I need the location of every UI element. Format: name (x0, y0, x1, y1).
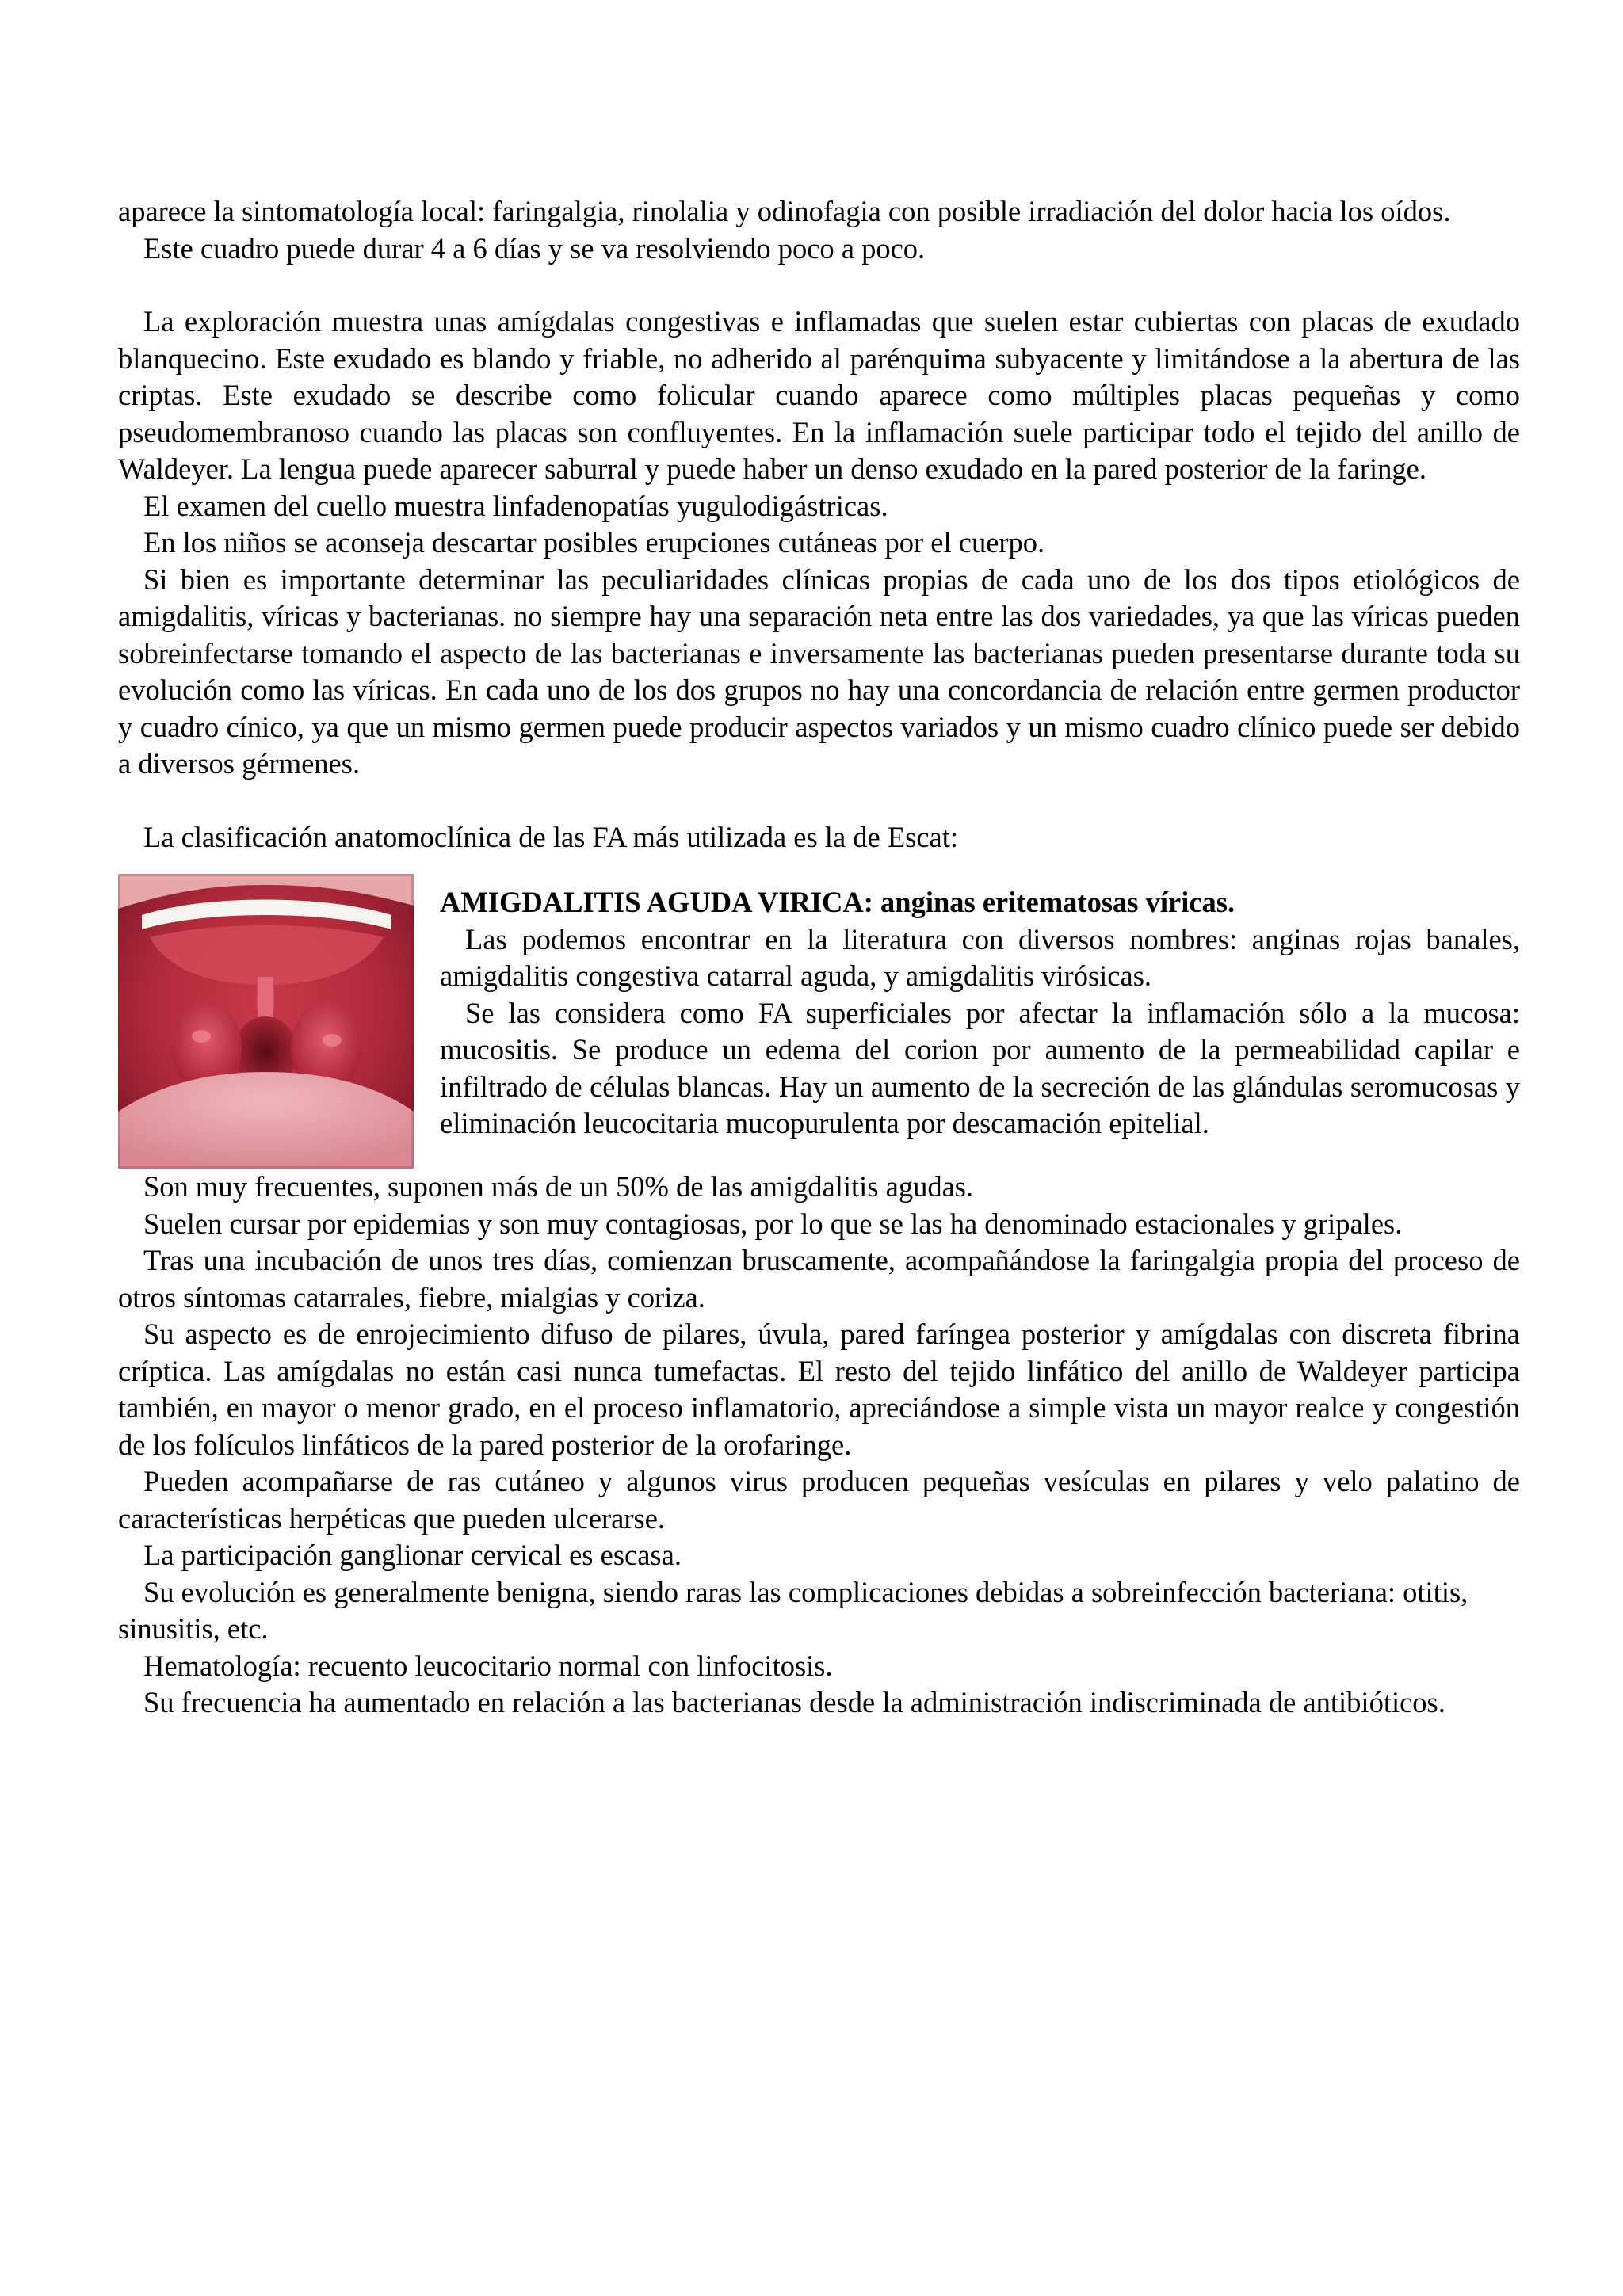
superficial-paragraph: Se las considera como FA superficiales por afectar la inflamación sólo a la mucosa: mucositis. Se produce un edema del corion por aumento de la permeabilidad capilar e infiltrado de células blancas. Hay un aumento de la secreción de las glándulas seromucosas y eliminación leucocitaria mucopurulenta por descamación epitelial. (440, 996, 1520, 1139)
paragraph-gap (118, 267, 1520, 303)
intro-paragraph: aparece la sintomatología local: faringalgia, rinolalia y odinofagia con posible irradiación del dolor hacia los oídos. (118, 195, 1451, 227)
viral-tonsillitis-text (440, 873, 1520, 1142)
paragraph-gap (118, 783, 1520, 819)
etiology-paragraph: Si bien es importante determinar las peculiaridades clínicas propias de cada uno de los dos tipos etiológicos de amigdalitis, víricas y bacterianas. no siempre hay una separación neta entre las dos variedades, ya que las víricas pueden sobreinfectarse tomando el aspecto de las bacterianas e inversamente las bacterianas pueden presentarse durante toda su evolución como las víricas. En cada uno de los dos grupos no hay una concordancia de relación entre germen productor y cuadro cínico, ya que un mismo germen puede producir aspectos variados y un mismo cuadro clínico puede ser debido a diversos gérmenes. (118, 563, 1520, 780)
antibiotics-paragraph: Su frecuencia ha aumentado en relación a las bacterianas desde la administración indiscriminada de antibióticos. (143, 1686, 1445, 1718)
frequency-paragraph: Son muy frecuentes, suponen más de un 50% de las amigdalitis agudas. (143, 1170, 974, 1203)
throat-photo (118, 874, 414, 1169)
rash-paragraph: Pueden acompañarse de ras cutáneo y algunos virus producen pequeñas vesículas en pilares y velo palatino de características herpéticas que pueden ulcerarse. (118, 1465, 1520, 1535)
exploration-paragraph: La exploración muestra unas amígdalas congestivas e inflamadas que suelen estar cubiertas con placas de exudado blanquecino. Este exudado es blando y friable, no adherido al parénquima subyacente y limitándose a la abertura de las criptas. Este exudado se describe como folicular cuando aparece como múltiples placas pequeñas y como pseudomembranoso cuando las placas son confluyentes. En la inflamación suele participar todo el tejido del anillo de Waldeyer. La lengua puede aparecer saburral y puede haber un denso exudado en la pared posterior de la faringe. (118, 305, 1520, 485)
hematology-paragraph: Hematología: recuento leucocitario normal con linfocitosis. (143, 1649, 833, 1682)
aspect-paragraph: Su aspecto es de enrojecimiento difuso de pilares, úvula, pared faríngea posterior y amígdalas con discreta fibrina críptica. Las amígdalas no están casi nunca tumefactas. El resto del tejido linfático del anillo de Waldeyer participa también, en mayor o menor grado, en el proceso inflamatorio, apreciándose a simple vista un mayor realce y congestión de los folículos linfáticos de la pared posterior de la orofaringe. (118, 1318, 1520, 1461)
duration-paragraph: Este cuadro puede durar 4 a 6 días y se va resolviendo poco a poco. (143, 231, 926, 265)
throat-photo-image (118, 874, 414, 1169)
lymph-node-paragraph: La participación ganglionar cervical es escasa. (143, 1539, 682, 1571)
section-title: AMIGDALITIS AGUDA VIRICA: anginas eritematosas víricas. (440, 886, 1235, 918)
names-paragraph: Las podemos encontrar en la literatura con diversos nombres: anginas rojas banales, amigdalitis congestiva catarral aguda, y amigdalitis virósicas. (440, 922, 1520, 992)
epidemic-paragraph: Suelen cursar por epidemias y son muy contagiosas, por lo que se las ha denominado estacionales y gripales. (143, 1207, 1403, 1240)
document-page (118, 193, 1520, 1722)
classification-paragraph: La clasificación anatomoclínica de las FA más utilizada es la de Escat: (143, 820, 959, 853)
incubation-paragraph: Tras una incubación de unos tres días, comienzan bruscamente, acompañándose la faringalgia propia del proceso de otros síntomas catarrales, fiebre, mialgias y coriza. (118, 1244, 1520, 1314)
viral-tonsillitis-section (118, 873, 1520, 1169)
evolution-paragraph: Su evolución es generalmente benigna, siendo raras las complicaciones debidas a sobreinfección bacteriana: otitis, sinusitis, etc. (118, 1575, 1468, 1645)
neck-exam-paragraph: El examen del cuello muestra linfadenopatías yugulodigástricas. (143, 489, 888, 522)
children-note-paragraph: En los niños se aconseja descartar posibles erupciones cutáneas por el cuerpo. (143, 526, 1045, 559)
